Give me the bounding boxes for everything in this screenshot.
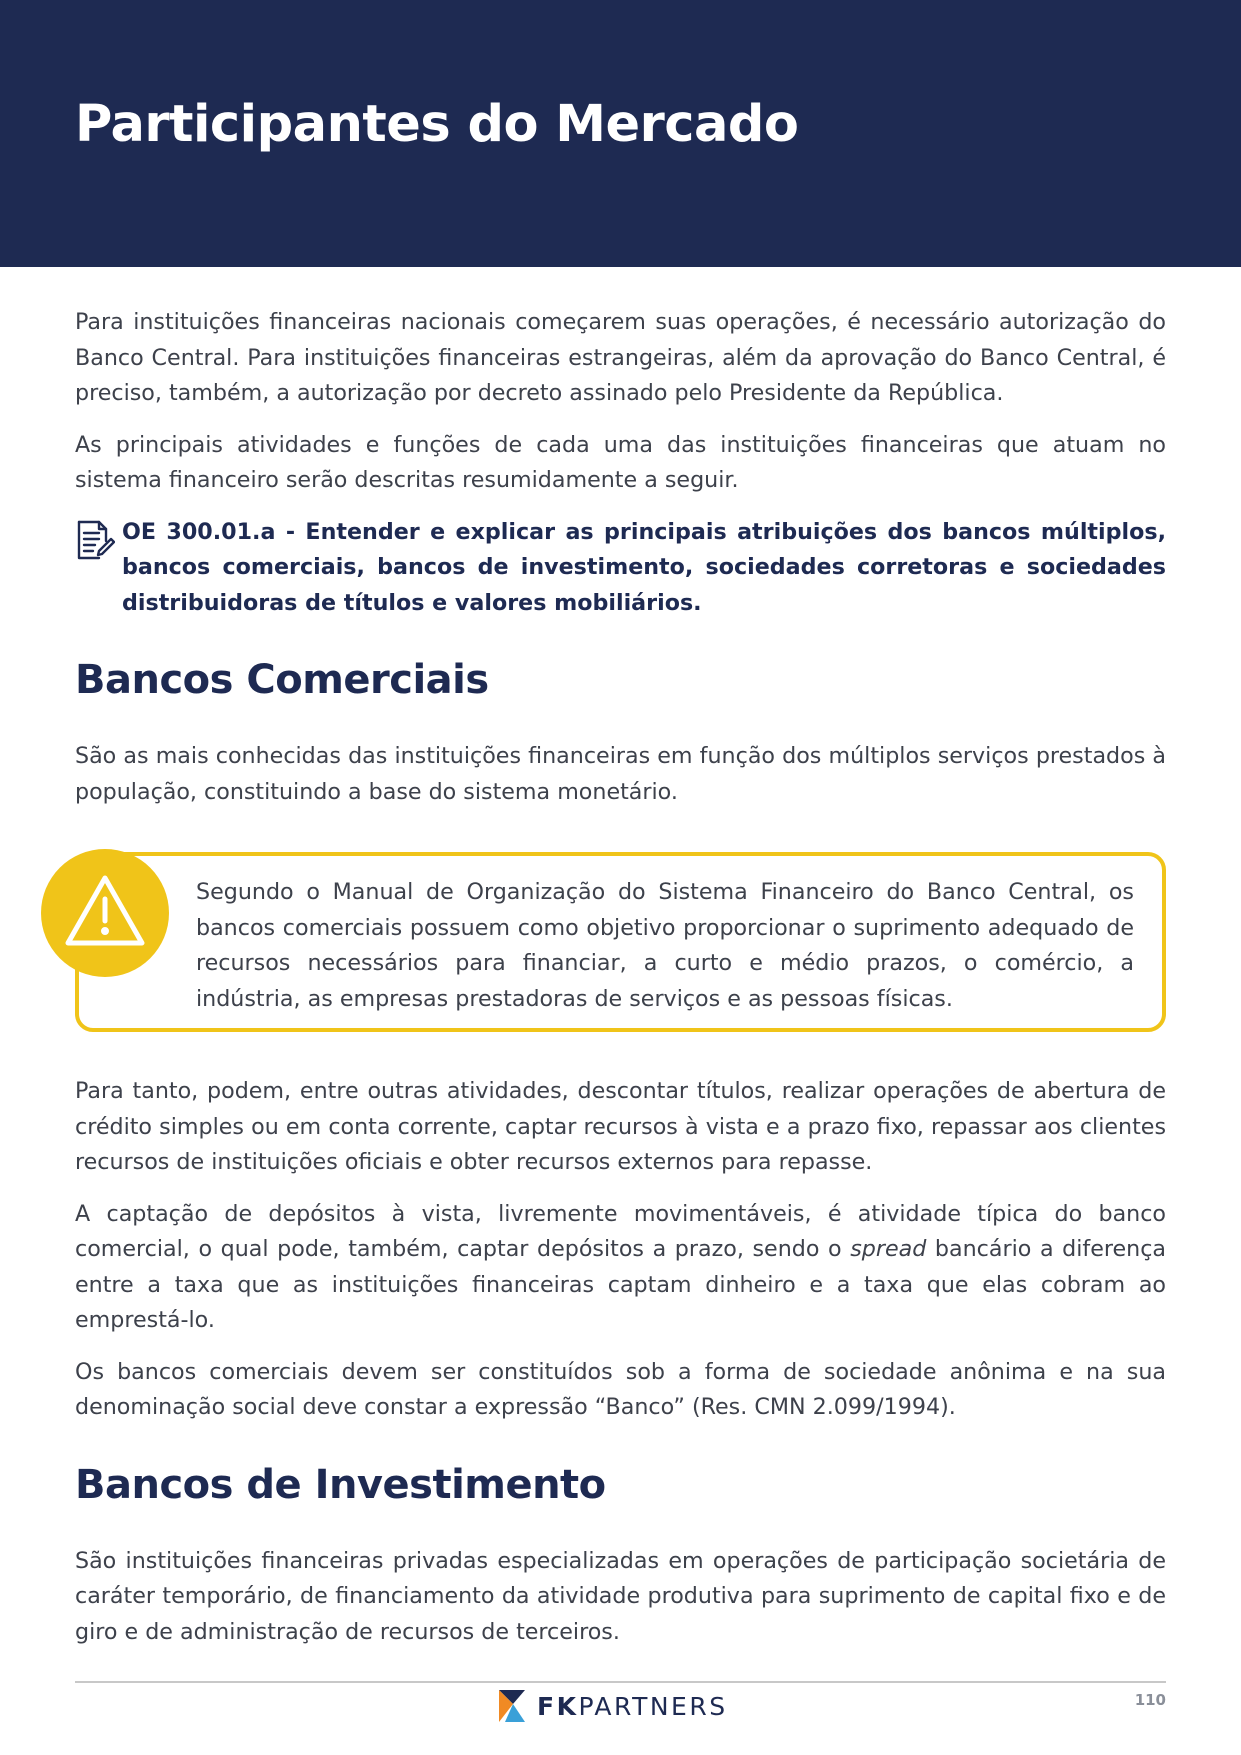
warning-callout-text: Segundo o Manual de Organização do Sistema Financeiro do Banco Central, os bancos comerciais possuem como objetivo proporcionar o suprimento adequado de recursos necessários para financiar, a curto e médio prazos, o comércio, a indústria, as empresas prestadoras de serviços e as pessoas físicas. bbox=[196, 879, 1134, 1012]
paragraph-3-text-before: A captação de depósitos à vista, livremente movimentáveis, é atividade típica do banco comercial, o qual pode, também, captar depósitos a prazo, sendo o bbox=[75, 1200, 1166, 1262]
footer-divider bbox=[75, 1681, 1166, 1683]
page-number: 110 bbox=[1134, 1691, 1166, 1709]
bancos-comerciais-paragraph-2: Para tanto, podem, entre outras atividades, descontar títulos, realizar operações de abertura de crédito simples ou em conta corrente, captar recursos à vista e a prazo fixo, repassar aos clientes recursos de instituições oficiais e obter recursos externos para repasse. bbox=[75, 1078, 1166, 1175]
document-edit-icon bbox=[75, 515, 122, 622]
bancos-investimento-paragraph-1: São instituições financeiras privadas especializadas em operações de participação societária de caráter temporário, de financiamento da atividade produtiva para suprimento de capital fixo e de giro e de administração de recursos de terceiros. bbox=[75, 1547, 1166, 1645]
warning-callout bbox=[75, 852, 1166, 1032]
page-header bbox=[0, 0, 1241, 267]
fk-logo-mark-icon bbox=[497, 1690, 527, 1722]
brand-name: FKPARTNERS bbox=[537, 1691, 728, 1721]
section-heading-bancos-investimento: Bancos de Investimento bbox=[75, 1461, 606, 1508]
intro-paragraph-2: As principais atividades e funções de cada uma das instituições financeiras que atuam no sistema financeiro serão descritas resumidamente a seguir. bbox=[75, 431, 1166, 493]
bancos-comerciais-paragraph-4: Os bancos comerciais devem ser constituídos sob a forma de sociedade anônima e na sua denominação social deve constar a expressão “Banco” (Res. CMN 2.099/1994). bbox=[75, 1358, 1166, 1420]
warning-icon bbox=[41, 849, 169, 977]
spread-term: spread bbox=[850, 1236, 927, 1262]
learning-objective bbox=[75, 515, 1166, 622]
intro-paragraph-1: Para instituições financeiras nacionais começarem suas operações, é necessário autorização do Banco Central. Para instituições financeiras estrangeiras, além da aprovação do Banco Central, é preciso, também, a autorização por decreto assinado pelo Presidente da República. bbox=[75, 309, 1166, 406]
bancos-comerciais-paragraph-1: São as mais conhecidas das instituições financeiras em função dos múltiplos serviços prestados à população, constituindo a base do sistema monetário. bbox=[75, 743, 1166, 805]
learning-objective-text: OE 300.01.a - Entender e explicar as principais atribuições dos bancos múltiplos, bancos comerciais, bancos de investimento, sociedades corretoras e sociedades distribuidoras de títulos e valores mobiliários. bbox=[122, 518, 1166, 616]
main-content bbox=[75, 305, 1166, 1666]
page-title: Participantes do Mercado bbox=[75, 95, 799, 154]
bancos-comerciais-paragraph-3 bbox=[75, 1197, 1166, 1339]
section-heading-bancos-comerciais: Bancos Comerciais bbox=[75, 657, 489, 703]
fkpartners-logo bbox=[497, 1689, 728, 1723]
paragraph-3-text-after: bancário a diferença entre a taxa que as instituições financeiras captam dinheiro e a taxa que elas cobram ao emprestá-lo. bbox=[75, 1236, 1167, 1333]
